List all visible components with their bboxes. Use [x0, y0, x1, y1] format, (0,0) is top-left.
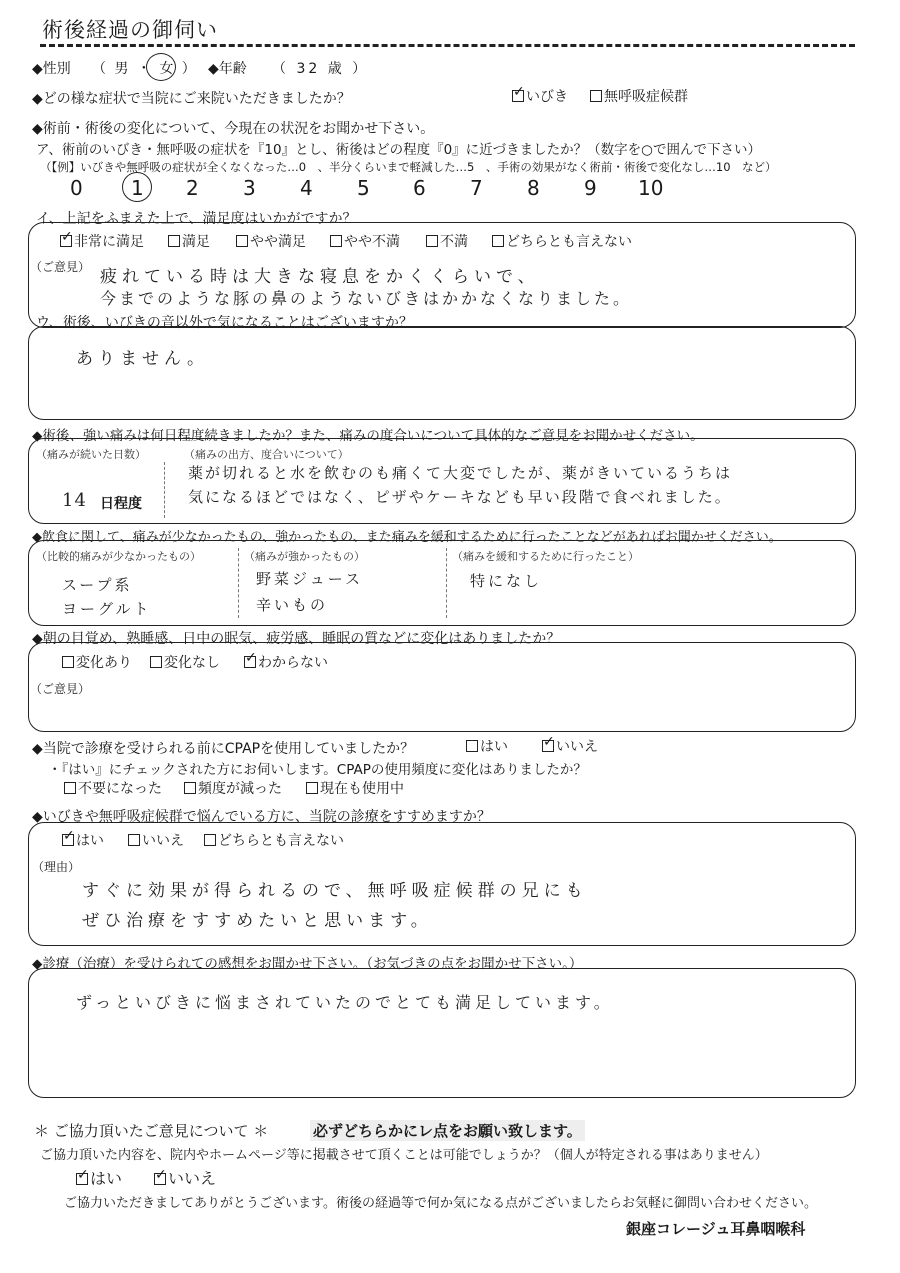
food-question: ◆飲食に関して、痛みが少なかったもの、強かったもの、また痛みを緩和するために行ったことなどがあればお聞かせください。: [32, 530, 782, 545]
recommend-option-no[interactable]: いいえ: [128, 830, 184, 850]
cpap-question: ◆当院で診療を受けられる前にCPAPを使用していましたか？: [32, 741, 415, 757]
scale-2[interactable]: 2: [186, 176, 199, 200]
checkbox-icon[interactable]: [64, 782, 76, 794]
footer-option-no[interactable]: ✓ いいえ: [154, 1166, 216, 1189]
cpap-option-no[interactable]: ✓ いいえ: [542, 736, 598, 756]
checkbox-icon[interactable]: [236, 235, 248, 247]
scale-1[interactable]: 1: [131, 176, 144, 200]
scale-0[interactable]: 0: [70, 176, 83, 200]
satisfaction-option-somewhat-dissatisfied[interactable]: やや不満: [330, 231, 400, 251]
page-title: 術後経過の御伺い: [42, 18, 218, 42]
sleep-question: ◆朝の目覚め、熟睡感、日中の眠気、疲労感、睡眠の質などに変化はありましたか？: [32, 631, 561, 647]
title-divider: [40, 44, 855, 47]
sex-label: ◆性別: [32, 61, 71, 77]
checkbox-checked-icon[interactable]: [542, 740, 554, 752]
satisfaction-option-neutral[interactable]: どちらとも言えない: [492, 231, 632, 251]
checkbox-icon[interactable]: [492, 235, 504, 247]
checkbox-icon[interactable]: [128, 834, 140, 846]
other-box: [28, 326, 856, 420]
checkbox-icon[interactable]: [150, 656, 162, 668]
age-label: ◆年齢: [208, 61, 247, 77]
checkbox-icon[interactable]: [466, 740, 478, 752]
footer-thanks: ご協力いただきましてありがとうございます。術後の経過等で何か気になる点がございましたらお気軽に御問い合わせください。: [64, 1196, 817, 1211]
scale-8[interactable]: 8: [527, 176, 540, 200]
impression-question: ◆診療（治療）を受けられての感想をお聞かせ下さい。（お気づきの点をお聞かせ下さい。）: [32, 956, 583, 972]
satisfaction-opinion-line1[interactable]: 疲れている時は大きな寝息をかくくらいで、: [100, 267, 540, 287]
satisfaction-opinion-line2[interactable]: 今までのような豚の鼻のようないびきはかかなくなりました。: [100, 289, 633, 308]
change-example: （【例】いびきや無呼吸の症状が全くなくなった…0 、半分くらいまで軽減した…5 、手術の効果がなく術前・術後で変化なし…10 など）: [40, 160, 777, 174]
satisfaction-option-dissatisfied[interactable]: 不満: [426, 231, 468, 251]
checkbox-icon[interactable]: [184, 782, 196, 794]
food-low-pain-line2[interactable]: ヨーグルト: [62, 600, 152, 618]
footer-publish-question: ご協力頂いた内容を、院内やホームページ等に掲載させて頂くことは可能でしょうか？（個人が特定される事はありません）: [40, 1148, 768, 1163]
food-divider-1: [238, 548, 239, 618]
checkbox-icon[interactable]: [330, 235, 342, 247]
pain-detail-line2[interactable]: 気になるほどではなく、ピザやケーキなども早い段階で食べれました。: [188, 488, 732, 506]
other-question: ウ、術後、いびきの音以外で気になることはございますか？: [36, 315, 413, 331]
pain-column-divider: [164, 462, 165, 518]
scale-10[interactable]: 10: [638, 176, 664, 200]
checkbox-checked-icon[interactable]: [154, 1173, 166, 1185]
pain-question: ◆術後、強い痛みは何日程度続きましたか？また、痛みの度合いについて具体的なご意見をお聞かせください。: [32, 428, 704, 444]
change-scale-instruction: ア、術前のいびき・無呼吸の症状を『10』とし、術後はどの程度『0』に近づきましたか？（数字を○で囲んで下さい）: [36, 142, 761, 158]
checkbox-icon[interactable]: [168, 235, 180, 247]
food-divider-2: [446, 548, 447, 618]
food-high-pain-line2[interactable]: 辛いもの: [256, 596, 329, 614]
symptom-option-snoring[interactable]: ✓ いびき: [512, 86, 568, 106]
sleep-option-unknown[interactable]: ✓ わからない: [244, 652, 328, 672]
cpap-sub-question: ・『はい』にチェックされた方にお伺いします。CPAPの使用頻度に変化はありましたか？: [48, 762, 587, 778]
impression-box: [28, 968, 856, 1098]
scale-3[interactable]: 3: [243, 176, 256, 200]
recommend-option-yes[interactable]: ✓はい: [62, 830, 104, 850]
food-high-pain-label: （痛みが強かったもの）: [244, 550, 365, 563]
scale-5[interactable]: 5: [357, 176, 370, 200]
pain-days-label: （痛みが続いた日数）: [36, 448, 146, 461]
recommend-reason-line1[interactable]: すぐに効果が得られるので、無呼吸症候群の兄にも: [82, 881, 588, 901]
satisfaction-question: イ、上記をふまえた上で、満足度はいかがですか？: [36, 211, 357, 227]
satisfaction-option-somewhat[interactable]: やや満足: [236, 231, 306, 251]
scale-7[interactable]: 7: [470, 176, 483, 200]
checkbox-icon[interactable]: [306, 782, 318, 794]
clinic-name: 銀座コレージュ耳鼻咽喉科: [626, 1220, 806, 1238]
footer-option-yes[interactable]: ✓はい: [76, 1166, 122, 1189]
food-low-pain-label: （比較的痛みが少なかったもの）: [36, 550, 201, 563]
satisfaction-opinion-label: （ご意見）: [30, 260, 91, 274]
sleep-option-unchanged[interactable]: 変化なし: [150, 652, 220, 672]
cpap-sub-option-still-using[interactable]: 現在も使用中: [306, 778, 404, 798]
scale-9[interactable]: 9: [584, 176, 597, 200]
other-answer[interactable]: ありません。: [76, 349, 210, 369]
food-relief-label: （痛みを緩和するために行ったこと）: [452, 550, 639, 563]
symptom-option-apnea[interactable]: 無呼吸症候群: [590, 86, 688, 106]
pain-detail-line1[interactable]: 薬が切れると水を飲むのも痛くて大変でしたが、薬がきいているうちは: [188, 464, 733, 482]
checkbox-checked-icon[interactable]: [76, 1173, 88, 1185]
footer-must-check: 必ずどちらかにレ点をお願い致します。: [310, 1120, 585, 1141]
impression-answer[interactable]: ずっといびきに悩まされていたのでとても満足しています。: [76, 993, 614, 1012]
pain-days-unit: 日程度: [100, 496, 142, 512]
change-question: ◆術前・術後の変化について、今現在の状況をお聞かせ下さい。: [32, 121, 435, 137]
sleep-option-changed[interactable]: 変化あり: [62, 652, 132, 672]
food-high-pain-line1[interactable]: 野菜ジュース: [256, 570, 363, 588]
checkbox-icon[interactable]: [62, 656, 74, 668]
checkbox-icon[interactable]: [204, 834, 216, 846]
footer-cooperation-heading: ＊ ご協力頂いたご意見について ＊: [34, 1122, 269, 1140]
satisfaction-option-satisfied[interactable]: 満足: [168, 231, 210, 251]
cpap-option-yes[interactable]: はい: [466, 736, 508, 756]
checkbox-icon[interactable]: [426, 235, 438, 247]
sleep-opinion-label: （ご意見）: [30, 682, 91, 696]
checkbox-checked-icon[interactable]: [60, 235, 72, 247]
recommend-reason-line2[interactable]: ぜひ治療をすすめたいと思います。: [82, 911, 433, 931]
recommend-question: ◆いびきや無呼吸症候群で悩んでいる方に、当院の診療をすすめますか？: [32, 809, 491, 825]
food-low-pain-line1[interactable]: スープ系: [62, 576, 133, 594]
scale-4[interactable]: 4: [300, 176, 313, 200]
checkbox-checked-icon[interactable]: [62, 834, 74, 846]
sex-selected-circle: [146, 53, 176, 81]
age-value[interactable]: （ 32 歳 ）: [272, 61, 370, 77]
checkbox-icon[interactable]: [590, 90, 602, 102]
checkbox-checked-icon[interactable]: [244, 656, 256, 668]
scale-6[interactable]: 6: [413, 176, 426, 200]
sex-options[interactable]: （ 男 ・ 女 ）: [92, 61, 198, 77]
recommend-reason-label: （理由）: [32, 860, 81, 874]
symptom-question: ◆どの様な症状で当院にご来院いただきましたか？: [32, 91, 351, 107]
cpap-sub-option-unneeded[interactable]: 不要になった: [64, 778, 162, 798]
cpap-sub-option-reduced[interactable]: 頻度が減った: [184, 778, 282, 798]
checkbox-checked-icon[interactable]: [512, 90, 524, 102]
satisfaction-option-very[interactable]: ✓非常に満足: [60, 231, 144, 251]
food-relief-line1[interactable]: 特になし: [470, 572, 543, 590]
pain-days-value[interactable]: 14: [62, 490, 87, 511]
scale-selected-circle: [122, 172, 152, 202]
recommend-option-neutral[interactable]: どちらとも言えない: [204, 830, 344, 850]
pain-detail-label: （痛みの出方、度合いについて）: [184, 448, 349, 461]
